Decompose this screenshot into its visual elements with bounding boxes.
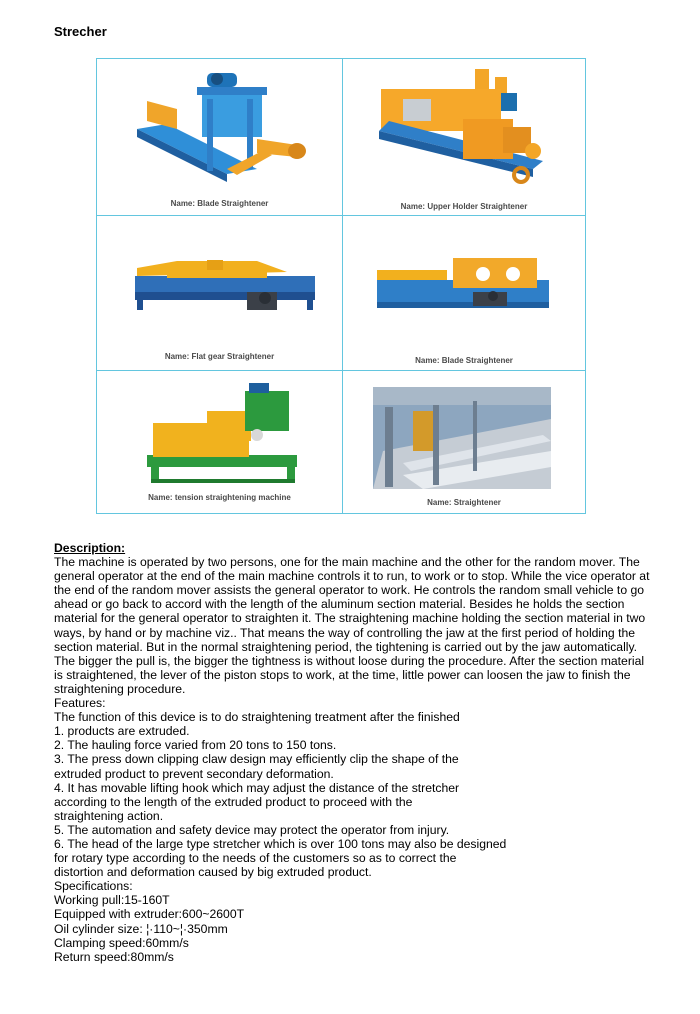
product-card	[97, 59, 343, 216]
product-photo	[97, 371, 343, 513]
spec-item: Clamping speed:60mm/s	[54, 935, 189, 950]
feature-item: 2. The hauling force varied from 20 tons to 150 tons.	[54, 738, 337, 753]
feature-item: straightening action.	[54, 808, 164, 823]
product-grid	[96, 58, 586, 514]
feature-item: distortion and deformation caused by big extruded product.	[54, 865, 372, 880]
feature-item: according to the length of the extruded product to proceed with the	[54, 794, 413, 809]
product-name: Name: Blade Straightener	[415, 356, 513, 365]
page-title: Strecher	[54, 24, 107, 39]
product-card	[343, 59, 585, 216]
specs-heading: Specifications:	[54, 879, 133, 894]
product-photo	[97, 59, 343, 216]
feature-item: 4. It has movable lifting hook which may adjust the distance of the stretcher	[54, 780, 460, 795]
product-card	[97, 216, 343, 371]
spec-item: Working pull:15-160T	[54, 893, 170, 908]
product-card	[343, 371, 585, 513]
product-card	[343, 216, 585, 371]
spec-item: Equipped with extruder:600~2600T	[54, 907, 245, 922]
product-name: Name: Blade Straightener	[170, 199, 269, 208]
features-intro: The function of this device is to do straightening treatment after the finished	[54, 710, 460, 725]
description-heading: Description:	[54, 541, 126, 555]
feature-item: for rotary type according to the needs of the customers so as to correct the	[54, 851, 457, 866]
product-name: Name: Straightener	[427, 498, 501, 507]
spec-item: Oil cylinder size: ¦·110~¦·350mm	[54, 921, 228, 936]
feature-item: 5. The automation and safety device may protect the operator from injury.	[54, 822, 450, 837]
product-photo	[343, 216, 585, 371]
features-heading: Features:	[54, 696, 106, 711]
spec-item: Return speed:80mm/s	[54, 949, 174, 964]
product-name: Name: Flat gear Straightener	[164, 352, 275, 361]
feature-item: 6. The head of the large type stretcher which is over 100 tons may also be designed	[54, 836, 507, 851]
product-photo	[343, 59, 585, 216]
product-name: Name: Upper Holder Straightener	[400, 202, 528, 211]
feature-item: 3. The press down clipping claw design may efficiently clip the shape of the	[54, 752, 459, 767]
description-section	[54, 541, 654, 964]
feature-item: extruded product to prevent secondary deformation.	[54, 766, 334, 781]
product-name: Name: tension straightening machine	[148, 493, 291, 502]
feature-item: 1. products are extruded.	[54, 724, 190, 739]
product-card	[97, 371, 343, 513]
product-photo	[97, 216, 343, 371]
description-body: The machine is operated by two persons, one for the main machine and the other for the random mover. The general operator at the end of the main machine controls it to run, to work or to stop. While the vice operator at the end of the random mover assists the general operator to work. He controls the random small vehicle to go ahead or go back to accord with the length of the aluminum section material. Besides he holds the section material for the general operator to straighten it. The straightening machine holding the section material in two ways, by hand or by machine viz.. That means the way of controlling the jaw at the first period of holding the section material. But in the normal straightening period, the tightening is carried out by the jaw automatically. The bigger the pull is, the bigger the tightness is without loose during the procedure. After the section material is straightened, the lever of the piston stops to work, at the time, little power can loosen the jaw to finish the straightening procedure.	[54, 555, 650, 696]
product-photo	[343, 371, 585, 513]
